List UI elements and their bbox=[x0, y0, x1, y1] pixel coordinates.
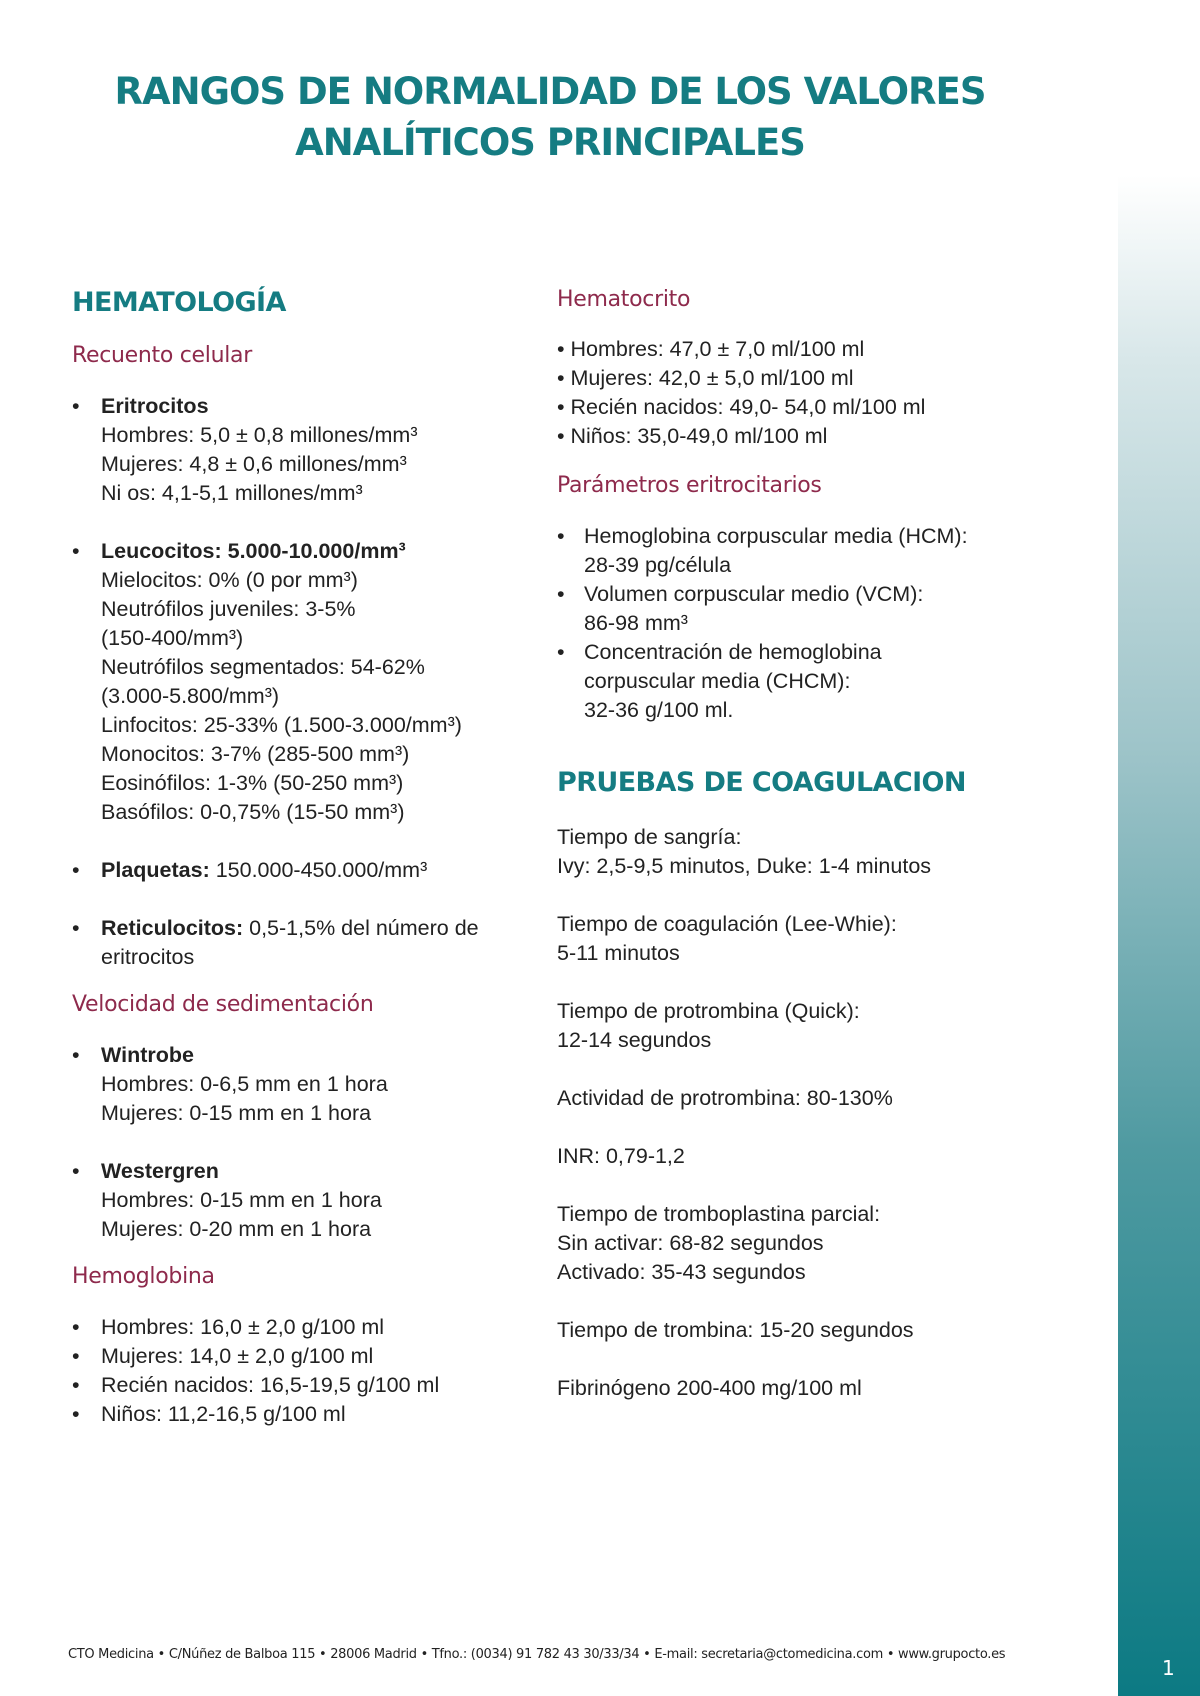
coagulacion-value: 5-11 minutos bbox=[557, 941, 680, 965]
leucocitos-line: (150-400/mm³) bbox=[101, 626, 244, 650]
list-item: • Mujeres: 42,0 ± 5,0 ml/100 ml bbox=[557, 366, 854, 390]
leucocitos-line: Eosinófilos: 1-3% (50-250 mm³) bbox=[101, 771, 404, 795]
leucocitos-line: Neutrófilos segmentados: 54-62% bbox=[101, 655, 425, 679]
parametros-list bbox=[557, 522, 1097, 725]
sangria-value: Ivy: 2,5-9,5 minutos, Duke: 1-4 minutos bbox=[557, 854, 932, 878]
westergren-line: Mujeres: 0-20 mm en 1 hora bbox=[101, 1217, 372, 1241]
coagulacion-block bbox=[557, 823, 1097, 1403]
bullet: • bbox=[72, 858, 80, 882]
sedimentacion-heading: Velocidad de sedimentación bbox=[72, 992, 374, 1017]
bullet: • bbox=[72, 916, 80, 940]
plaquetas-label: Plaquetas: bbox=[101, 858, 210, 882]
bullet: • bbox=[72, 539, 80, 563]
sangria-label: Tiempo de sangría: bbox=[557, 825, 742, 849]
leucocitos-line: Linfocitos: 25-33% (1.500-3.000/mm³) bbox=[101, 713, 462, 737]
coagulacion-label: Tiempo de coagulación (Lee-Whie): bbox=[557, 912, 897, 936]
hcm-item: • Hemoglobina corpuscular media (HCM): 28-39 pg/célula bbox=[557, 524, 968, 577]
page-number: 1 bbox=[1162, 1656, 1175, 1680]
leucocitos-line: (3.000-5.800/mm³) bbox=[101, 684, 280, 708]
right-column bbox=[557, 285, 1097, 1403]
westergren-item bbox=[72, 1157, 542, 1244]
eritrocitos-line: Hombres: 5,0 ± 0,8 millones/mm³ bbox=[101, 423, 418, 447]
inr-value: INR: 0,79-1,2 bbox=[557, 1144, 685, 1168]
protrombina-label: Tiempo de protrombina (Quick): bbox=[557, 999, 860, 1023]
title-line-1: RANGOS DE NORMALIDAD DE LOS VALORES bbox=[114, 70, 986, 113]
chcm-item: • Concentración de hemoglobina corpuscular media (CHCM): 32-36 g/100 ml. bbox=[557, 640, 882, 722]
tromboplastina-sin-activar: Sin activar: 68-82 segundos bbox=[557, 1231, 824, 1255]
list-item: • Mujeres: 14,0 ± 2,0 g/100 ml bbox=[72, 1344, 374, 1368]
leucocitos-label: Leucocitos: 5.000-10.000/mm³ bbox=[101, 539, 406, 563]
leucocitos-item bbox=[72, 537, 542, 827]
list-item: • Hombres: 16,0 ± 2,0 g/100 ml bbox=[72, 1315, 385, 1339]
eritrocitos-item bbox=[72, 392, 542, 508]
eritrocitos-line: Ni os: 4,1-5,1 millones/mm³ bbox=[101, 481, 363, 505]
list-item: • Hombres: 47,0 ± 7,0 ml/100 ml bbox=[557, 337, 865, 361]
list-item: • Recién nacidos: 49,0- 54,0 ml/100 ml bbox=[557, 395, 926, 419]
footer-contact: CTO Medicina • C/Núñez de Balboa 115 • 28006 Madrid • Tfno.: (0034) 91 782 43 30/33/34 • E-mail: secretaria@ctomedicina.com • www.grupocto.es bbox=[68, 1647, 1006, 1662]
eritrocitos-line: Mujeres: 4,8 ± 0,6 millones/mm³ bbox=[101, 452, 407, 476]
list-item: • Niños: 35,0-49,0 ml/100 ml bbox=[557, 424, 828, 448]
hemoglobina-list bbox=[72, 1313, 542, 1429]
leucocitos-line: Mielocitos: 0% (0 por mm³) bbox=[101, 568, 358, 592]
tromboplastina-activado: Activado: 35-43 segundos bbox=[557, 1260, 806, 1284]
side-gradient-band bbox=[1118, 0, 1200, 1696]
westergren-line: Hombres: 0-15 mm en 1 hora bbox=[101, 1188, 382, 1212]
trombina-value: Tiempo de trombina: 15-20 segundos bbox=[557, 1318, 914, 1342]
list-item: • Niños: 11,2-16,5 g/100 ml bbox=[72, 1402, 346, 1426]
recuento-celular-heading: Recuento celular bbox=[72, 343, 252, 368]
wintrobe-label: Wintrobe bbox=[101, 1043, 194, 1067]
list-item: • Recién nacidos: 16,5-19,5 g/100 ml bbox=[72, 1373, 440, 1397]
protrombina-value: 12-14 segundos bbox=[557, 1028, 712, 1052]
bullet: • bbox=[72, 1043, 80, 1067]
parametros-heading: Parámetros eritrocitarios bbox=[557, 473, 822, 498]
bullet: • bbox=[72, 1159, 80, 1183]
hemoglobina-heading: Hemoglobina bbox=[72, 1264, 215, 1289]
hematocrito-list bbox=[557, 335, 1097, 451]
plaquetas-value: 150.000-450.000/mm³ bbox=[209, 858, 428, 882]
reticulocitos-value-cont: eritrocitos bbox=[101, 945, 195, 969]
page-title bbox=[0, 66, 1100, 168]
fibrinogeno-value: Fibrinógeno 200-400 mg/100 ml bbox=[557, 1376, 862, 1400]
reticulocitos-value: 0,5-1,5% del número de bbox=[243, 916, 479, 940]
actividad-protrombina: Actividad de protrombina: 80-130% bbox=[557, 1086, 893, 1110]
tromboplastina-label: Tiempo de tromboplastina parcial: bbox=[557, 1202, 881, 1226]
eritrocitos-label: Eritrocitos bbox=[101, 394, 209, 418]
leucocitos-line: Neutrófilos juveniles: 3-5% bbox=[101, 597, 356, 621]
reticulocitos-label: Reticulocitos: bbox=[101, 916, 244, 940]
wintrobe-line: Mujeres: 0-15 mm en 1 hora bbox=[101, 1101, 372, 1125]
plaquetas-item bbox=[72, 856, 542, 885]
vcm-item: • Volumen corpuscular medio (VCM): 86-98 mm³ bbox=[557, 582, 924, 635]
hematologia-heading: HEMATOLOGÍA bbox=[72, 287, 286, 318]
hematocrito-heading: Hematocrito bbox=[557, 287, 691, 312]
title-line-2: ANALÍTICOS PRINCIPALES bbox=[295, 121, 805, 164]
westergren-label: Westergren bbox=[101, 1159, 219, 1183]
leucocitos-line: Monocitos: 3-7% (285-500 mm³) bbox=[101, 742, 410, 766]
wintrobe-item bbox=[72, 1041, 542, 1128]
reticulocitos-item bbox=[72, 914, 542, 972]
wintrobe-line: Hombres: 0-6,5 mm en 1 hora bbox=[101, 1072, 388, 1096]
leucocitos-line: Basófilos: 0-0,75% (15-50 mm³) bbox=[101, 800, 405, 824]
bullet: • bbox=[72, 394, 80, 418]
left-column bbox=[72, 285, 542, 1429]
coagulacion-heading: PRUEBAS DE COAGULACION bbox=[557, 767, 966, 798]
